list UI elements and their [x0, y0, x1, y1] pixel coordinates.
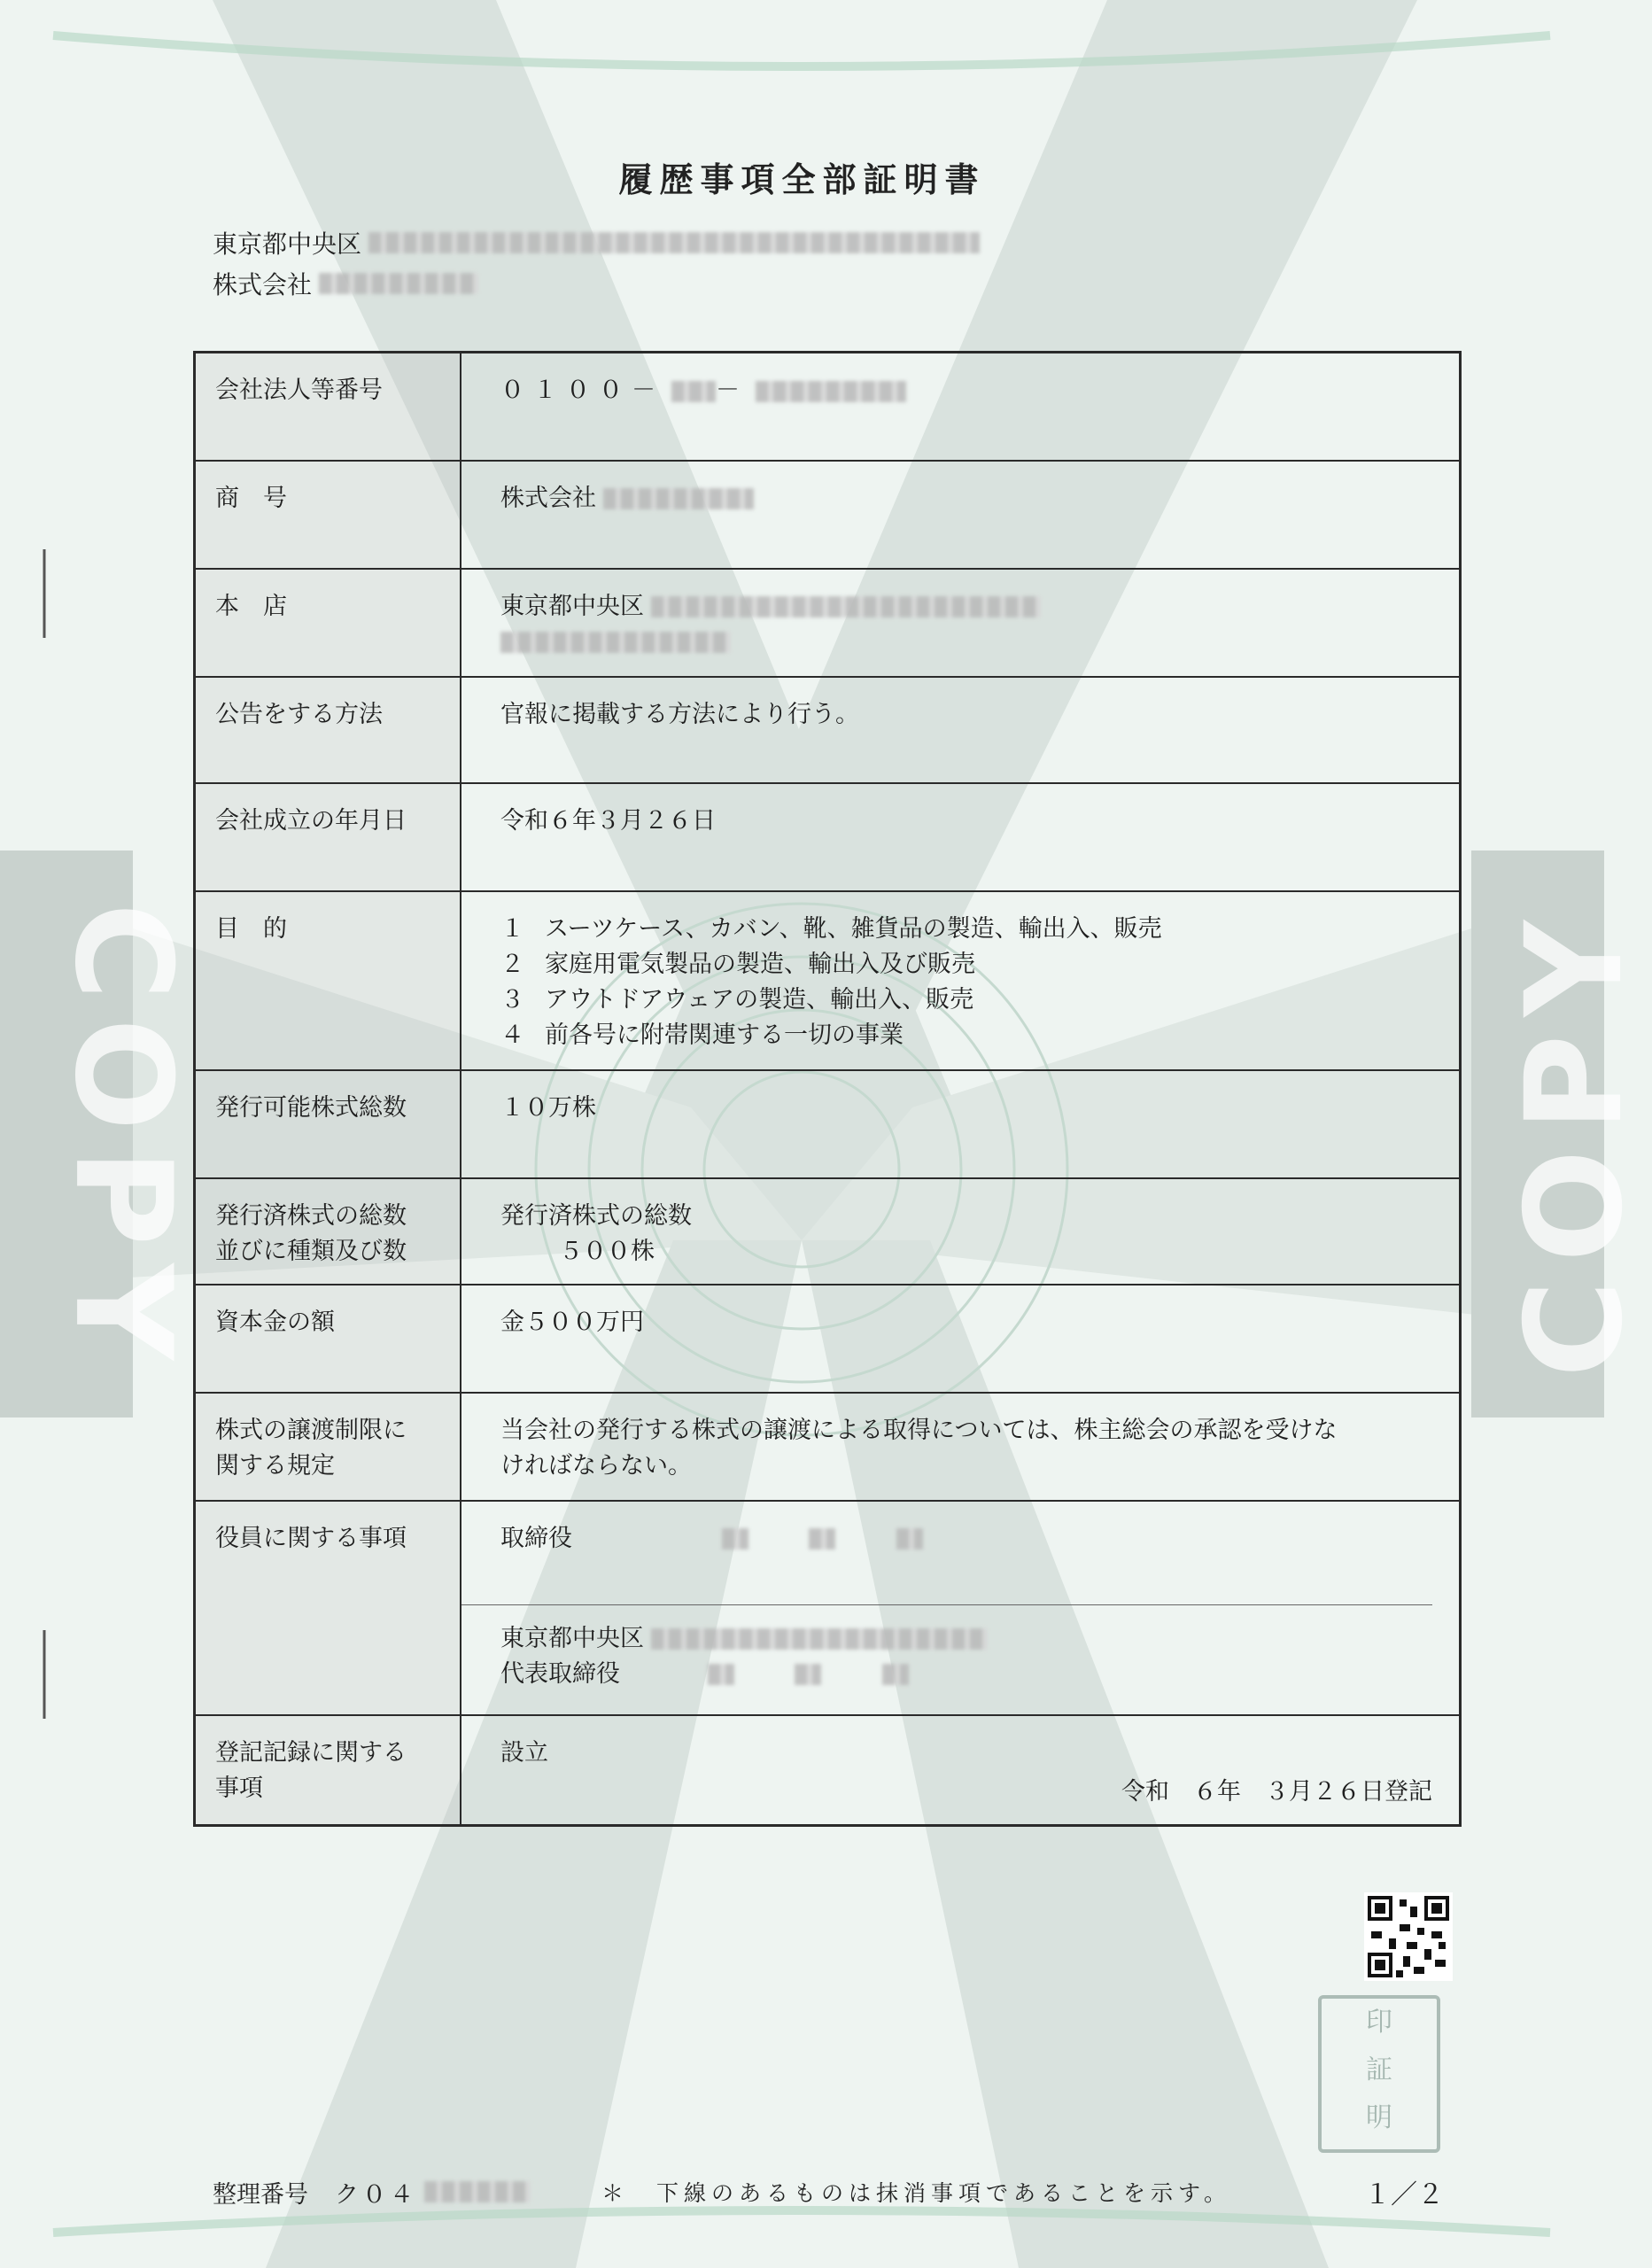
corp-number-prefix: ０１００－: [500, 377, 664, 404]
label-issued-shares-line2: 並びに種類及び数: [215, 1237, 407, 1265]
row-head-office: [195, 569, 1461, 677]
row-trade-name: [195, 461, 1461, 569]
transfer-line1: 当会社の発行する株式の譲渡による取得については、株主総会の承認を受けな: [500, 1416, 1338, 1444]
purpose-num: ４: [500, 1021, 524, 1049]
ref-label: 整理番号: [213, 2180, 308, 2209]
purpose-item: [500, 912, 1432, 947]
rep-director-title: 代表取締役: [500, 1659, 620, 1688]
header-company-text: 株式会社: [213, 270, 313, 299]
row-transfer: [195, 1393, 1461, 1501]
label-transfer-line2: 関する規定: [215, 1451, 335, 1480]
official-seal-stamp: [1318, 1995, 1440, 2153]
label-transfer: [195, 1393, 461, 1501]
value-officers: [461, 1501, 1461, 1715]
purpose-num: ３: [500, 985, 524, 1014]
redacted-block: [809, 1528, 835, 1550]
ref-value: ク０４: [335, 2180, 417, 2209]
row-purpose: [195, 891, 1461, 1070]
redacted-block: [651, 596, 1041, 617]
redacted-block: [671, 381, 716, 402]
purpose-text: スーツケース、カバン、靴、雑貨品の製造、輸出入、販売: [545, 914, 1162, 943]
purpose-text: 家庭用電気製品の製造、輸出入及び販売: [545, 950, 975, 978]
trade-name-text: 株式会社: [500, 484, 596, 512]
label-record-line2: 事項: [215, 1774, 263, 1802]
purpose-text: 前各号に附帯関連する一切の事業: [545, 1021, 904, 1049]
row-capital: [195, 1285, 1461, 1393]
record-date: 令和 ６年 ３月２６日登記: [1121, 1777, 1432, 1806]
redacted-block: [795, 1664, 821, 1685]
value-head-office: [461, 569, 1461, 677]
redacted-block: [603, 488, 754, 509]
purpose-item: [500, 983, 1432, 1018]
redacted-block: [368, 232, 980, 253]
purpose-text: アウトドアウェアの製造、輸出入、販売: [545, 985, 974, 1014]
label-head-office: 本 店: [195, 569, 461, 677]
label-issued-shares: [195, 1178, 461, 1285]
rep-address: [500, 1621, 1432, 1657]
value-transfer: [461, 1393, 1461, 1501]
head-office-text: 東京都中央区: [500, 592, 644, 620]
redacted-block: [500, 632, 731, 653]
label-record-line1: 登記記録に関する: [215, 1738, 407, 1767]
value-purpose: [461, 891, 1461, 1070]
label-established: 会社成立の年月日: [195, 783, 461, 891]
label-authorized-shares: 発行可能株式総数: [195, 1070, 461, 1178]
registry-table: [193, 351, 1462, 1827]
header-company: [213, 266, 478, 301]
label-transfer-line1: 株式の譲渡制限に: [215, 1416, 407, 1444]
redacted-block: [651, 1628, 988, 1650]
seal-glyph: 明: [1366, 2102, 1392, 2133]
issued-shares-line2: ５００株: [559, 1237, 655, 1265]
page-number: １／２: [1364, 2179, 1444, 2210]
value-capital: 金５００万円: [461, 1285, 1461, 1393]
label-issued-shares-line1: 発行済株式の総数: [215, 1201, 407, 1230]
redacted-block: [896, 1528, 923, 1550]
seal-glyph: 証: [1366, 2054, 1392, 2085]
purpose-item: [500, 947, 1432, 983]
label-officers: 役員に関する事項: [195, 1501, 461, 1715]
corp-number-sep: －: [716, 377, 748, 404]
label-trade-name: 商 号: [195, 461, 461, 569]
redacted-block: [319, 273, 478, 294]
label-corp-number: 会社法人等番号: [195, 353, 461, 461]
header-address-text: 東京都中央区: [213, 229, 362, 259]
header-address: [213, 225, 980, 260]
label-record: [195, 1715, 461, 1826]
value-authorized-shares: １０万株: [461, 1070, 1461, 1178]
redacted-block: [722, 1528, 748, 1550]
transfer-line2: ければならない。: [500, 1451, 692, 1480]
purpose-item: [500, 1018, 1432, 1053]
label-purpose: 目 的: [195, 891, 461, 1070]
label-capital: 資本金の額: [195, 1285, 461, 1393]
value-record: [461, 1715, 1461, 1826]
director-title: 取締役: [500, 1524, 572, 1552]
row-record: [195, 1715, 1461, 1826]
value-trade-name: [461, 461, 1461, 569]
row-established: [195, 783, 1461, 891]
row-notice: [195, 677, 1461, 783]
value-corp-number: [461, 353, 1461, 461]
redacted-block: [708, 1664, 734, 1685]
copy-watermark-right: COPY: [1498, 902, 1652, 1379]
value-established: 令和６年３月２６日: [461, 783, 1461, 891]
value-notice: 官報に掲載する方法により行う。: [461, 677, 1461, 783]
footer-note: ＊ 下線のあるものは抹消事項であることを示す。: [601, 2180, 1232, 2206]
seal-glyph: 印: [1366, 2007, 1392, 2038]
purpose-num: ２: [500, 950, 524, 978]
redacted-block: [756, 381, 906, 402]
qr-code-icon: [1364, 1892, 1453, 1981]
purpose-num: １: [500, 914, 524, 943]
officer-representative: [461, 1604, 1432, 1692]
rep-director: [500, 1657, 1432, 1692]
row-officers: [195, 1501, 1461, 1715]
value-issued-shares: [461, 1178, 1461, 1285]
row-issued-shares: [195, 1178, 1461, 1285]
redacted-block: [424, 2181, 531, 2202]
copy-watermark-left: COPY: [45, 902, 200, 1379]
label-notice: 公告をする方法: [195, 677, 461, 783]
document-title: 履歴事項全部証明書: [618, 159, 986, 199]
row-authorized-shares: [195, 1070, 1461, 1178]
issued-shares-line1: 発行済株式の総数: [500, 1201, 692, 1230]
redacted-block: [882, 1664, 909, 1685]
row-corp-number: [195, 353, 1461, 461]
rep-address-text: 東京都中央区: [500, 1624, 644, 1652]
officer-director: [500, 1521, 1432, 1557]
record-text: 設立: [500, 1738, 548, 1767]
footer: [213, 2172, 1444, 2211]
